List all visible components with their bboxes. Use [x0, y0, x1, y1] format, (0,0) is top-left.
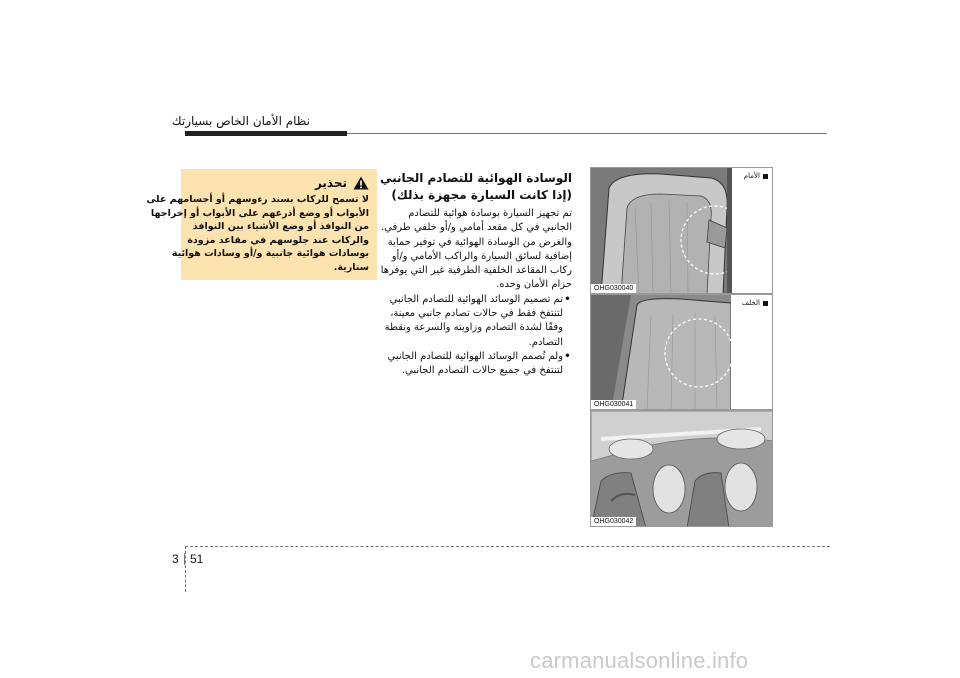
section-title-line: الوسادة الهوائية للتصادم الجانبي — [380, 171, 572, 185]
warning-line: لا تسمح للركاب بسند رءوسهم أو أجسامهم على — [146, 194, 369, 205]
figure-cabin-airbags — [590, 410, 773, 527]
figure-code: OHG030042 — [591, 517, 636, 526]
square-bullet-icon — [763, 301, 768, 306]
figure-side-label — [742, 299, 768, 307]
bullet-text-line: التصادم. — [528, 336, 563, 348]
bullet-item — [368, 350, 572, 364]
warning-triangle-icon — [353, 176, 369, 190]
bullet-text-line: وفقًا لشدة التصادم وزاويته والسرعة ونقطة — [384, 322, 563, 334]
bullet-dot-icon: • — [564, 293, 571, 305]
body-text-line: ركاب المقاعد الخلفية الطرفية غير التي يوفرها — [380, 265, 572, 277]
warning-title: تحذير — [314, 176, 347, 190]
watermark-text: carmanualsonline.info — [530, 648, 749, 673]
header-accent-bar — [185, 131, 347, 136]
body-text-line: والغرض من الوسادة الهوائية في توفير حماية — [387, 236, 572, 248]
body-text-line: الجانبي في كل مقعد أمامي و/أو خلفي طرفي. — [381, 222, 572, 234]
warning-heading — [189, 176, 369, 190]
bullet-dot-icon: • — [564, 350, 571, 362]
figure-label-text: الأمام — [743, 172, 760, 180]
cabin-airbags-illustration — [591, 411, 773, 527]
footer-separator — [184, 553, 185, 565]
footer-rule — [185, 546, 830, 547]
footer-vertical-rule — [185, 546, 186, 592]
chapter-number: 3 — [172, 552, 179, 566]
figure-front-seat — [590, 167, 773, 294]
side-airbag-section — [368, 170, 572, 379]
bullet-text-line: تم تصميم الوسائد الهوائية للتصادم الجانبي — [389, 293, 563, 305]
bullet-text-line: لتنتفخ في جميع حالات التصادم الجانبي. — [401, 365, 563, 377]
figure-label-text: الخلف — [741, 299, 760, 307]
figure-code: OHG030041 — [591, 400, 636, 409]
header-rule — [347, 133, 827, 134]
page-header-title: نظام الأمان الخاص بسيارتك — [171, 114, 310, 128]
body-text-line: إضافية لسائق السيارة والراكب الأمامي و/أو — [391, 250, 572, 262]
warning-line: والركاب عند جلوسهم في مقاعد مزودة — [187, 234, 369, 246]
figure-side-label — [744, 172, 768, 180]
square-bullet-icon — [763, 174, 768, 179]
body-text-line: حزام الأمان وحده. — [496, 279, 572, 291]
page-number: 51 — [190, 552, 204, 566]
warning-box — [146, 169, 377, 280]
warning-line: الأبواب أو وضع أذرعهم على الأبواب أو إخراجها — [150, 207, 369, 219]
warning-line: من النوافذ أو وضع الأشياء بين النوافذ — [192, 221, 369, 233]
rear-seat-illustration — [591, 295, 773, 410]
warning-line: بوسادات هوائية جانبية و/أو وسادات هوائية — [171, 248, 369, 260]
bullet-text-line: ولم تُصمم الوسائد الهوائية للتصادم الجانبي — [387, 350, 563, 362]
figure-rear-seat — [590, 294, 773, 410]
figure-code: OHG030040 — [591, 284, 636, 293]
section-title-line: (إذا كانت السيارة مجهزة بذلك) — [391, 188, 572, 202]
body-text-line: تم تجهيز السيارة بوسادة هوائية للتصادم — [408, 208, 572, 219]
bullet-text-line: لتنتفخ فقط في حالات تصادم جانبي معينة، — [390, 308, 563, 320]
front-seat-illustration — [591, 168, 773, 294]
warning-line: ستارية. — [333, 261, 369, 273]
bullet-item — [368, 293, 572, 307]
